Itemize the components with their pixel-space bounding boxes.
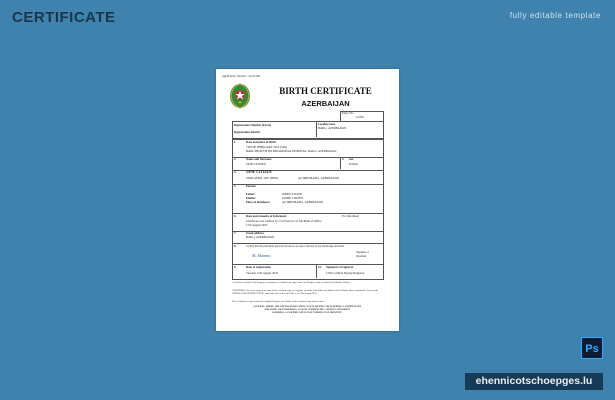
mother-value: JAMIE CITIZEN <box>282 196 304 200</box>
informant-date: 17th August 2023 <box>246 223 268 227</box>
sex-label: Sex <box>349 157 354 161</box>
mother-place: AZ IMESHANLI, AZERBAIJAN <box>298 176 340 180</box>
sex-value: Female <box>349 162 358 166</box>
address-label: Usual address <box>246 231 264 235</box>
registration-date-value: Tuesday 15th August 2023 <box>246 271 279 275</box>
registration-date-label: Date of registration <box>246 265 271 269</box>
registrar-signature-label: Signature of registrar <box>326 265 354 269</box>
watermark: ehennicotschoepges.lu <box>465 373 603 390</box>
father-label: Father <box>246 192 255 196</box>
informant-label: Date and remarks of Informant <box>246 214 287 218</box>
footer-note-3: This Certificate is given from the original Register, the details of the certified entry shown above. <box>232 300 326 303</box>
declaration-text: I certify that the particulars given by me above are true to the best of my knowledge and belief <box>246 245 345 248</box>
page-title: CERTIFICATE <box>12 9 116 26</box>
warning-1: CAUTION: THERE ARE OFFENCES RELATING TO FALSIFYING OR ALTERING A CERTIFICATE <box>252 305 362 308</box>
entry-number: 12456 <box>356 115 364 119</box>
certificate-document: Application Number: 41251168 BIRTH CERTIFICATE AZERBAIJAN Entry No. 12456 Registration Number (Form) Locality/area BAKU, AZERBAIJAN Registration District 1. Date and place of Birth 7TH OF FEBRUARY 2023 (SIX) BAKU HEALTH INTERNATIONAL HOSPITAL, BAKU, AZERBAIJAN 2. Name and Surname JANE CITIZEN 3. Sex Female 4. JANE CITIZEN 22ND APRIL 1997 (HER) AZ IMESHANLI, AZERBAIJAN 5. Parents Father JOHN CITIZEN Mother JAMIE CITIZEN Place of Residence AZ IMESHANLI, AZERBAIJAN 6. Date and remarks of Informant For Informant Certificate was verified by Civil Service on file Bank of Office 17th August 2023 7. Usual address BAKU, AZERBAIJAN 8. I certify that the particulars given by me above are true to the best of my knowledge and belief M. Mamma Signature of Informant 9. Date of registration Tuesday 15th August 2023 10. Signature of registrar CMI Certified Deputy Registrar As filed in certified Civil Registry, Azerbaijan is certified true copy from Civil Register, this is certified by Member Officer CERTIFIED to be a true copy of an entry in the certified copy of a register of births, both births of children in the District above mentioned. Given at the GENERAL REGISTER OFFICE, under the Seal of the said Office on 17th August 2023. This Certificate is given from the original Register, the details of the certified entry shown above. CAUTION: THERE ARE OFFENCES RELATING TO FALSIFYING OR ALTERING A CERTIFICATE AND USING OR POSSESSING A FALSE CERTIFICATE. CROWN COPYRIGHT WARNING: A CERTIFICATE IS NOT EVIDENCE OF IDENTITY <box>216 69 399 331</box>
mother-label: Mother <box>246 196 256 200</box>
entry-label: Entry No. <box>342 111 354 115</box>
father-value: JOHN CITIZEN <box>282 192 303 196</box>
informant-signature: M. Mamma <box>252 253 271 258</box>
azerbaijan-emblem-icon <box>229 83 251 109</box>
warning-3: WARNING: A CERTIFICATE IS NOT EVIDENCE OF IDENTITY <box>272 311 342 314</box>
informant-text: Certificate was verified by Civil Service on file Bank of Office <box>246 219 322 223</box>
footer-note-1: As filed in certified Civil Registry, Azerbaijan is certified true copy from Civil Register, this is certified by Member Officer <box>232 281 351 284</box>
certificate-title: BIRTH CERTIFICATE <box>279 86 372 96</box>
informant-note: For Informant <box>342 214 359 218</box>
name-value: JANE CITIZEN <box>246 162 266 166</box>
residence-label: Place of Residence <box>246 200 270 204</box>
footer-note-2: CERTIFIED to be a true copy of an entry in the certified copy of a register of births, both births of children in the District above mentioned. Given at the GENERAL REGISTER OFFICE, under the Seal of the said Office on 17th August 2023. <box>232 289 379 295</box>
photoshop-icon: Ps <box>581 337 603 359</box>
address-value: BAKU, AZERBAIJAN <box>246 235 275 239</box>
residence-value: AZ IMESHANLI, AZERBAIJAN <box>282 200 324 204</box>
page-subtitle: fully editable template <box>509 11 601 20</box>
registrar-signature-value: CMI Certified Deputy Registrar <box>326 271 365 275</box>
warning-2: AND USING OR POSSESSING A FALSE CERTIFICATE. CROWN COPYRIGHT <box>264 308 350 311</box>
birth-date: 7TH OF FEBRUARY 2023 (SIX) <box>246 145 287 149</box>
locality-value: BAKU, AZERBAIJAN <box>318 126 347 130</box>
name-label: Name and Surname <box>246 157 272 161</box>
mother-name: JANE CITIZEN <box>246 170 272 174</box>
birth-label: Date and place of Birth <box>246 140 276 144</box>
reg-number-label: Registration Number (Form) <box>234 123 272 127</box>
birth-place: BAKU HEALTH INTERNATIONAL HOSPITAL, BAKU, AZERBAIJAN <box>246 149 337 153</box>
locality-label: Locality/area <box>318 122 335 126</box>
registrar-label: Registration District <box>234 130 261 134</box>
certificate-country: AZERBAIJAN <box>301 99 350 108</box>
application-number: Application Number: 41251168 <box>222 74 260 78</box>
signature-note: Signature of Informant <box>356 251 369 258</box>
parents-label: Parents <box>246 184 256 188</box>
mother-date: 22ND APRIL 1997 (HER) <box>246 176 278 180</box>
